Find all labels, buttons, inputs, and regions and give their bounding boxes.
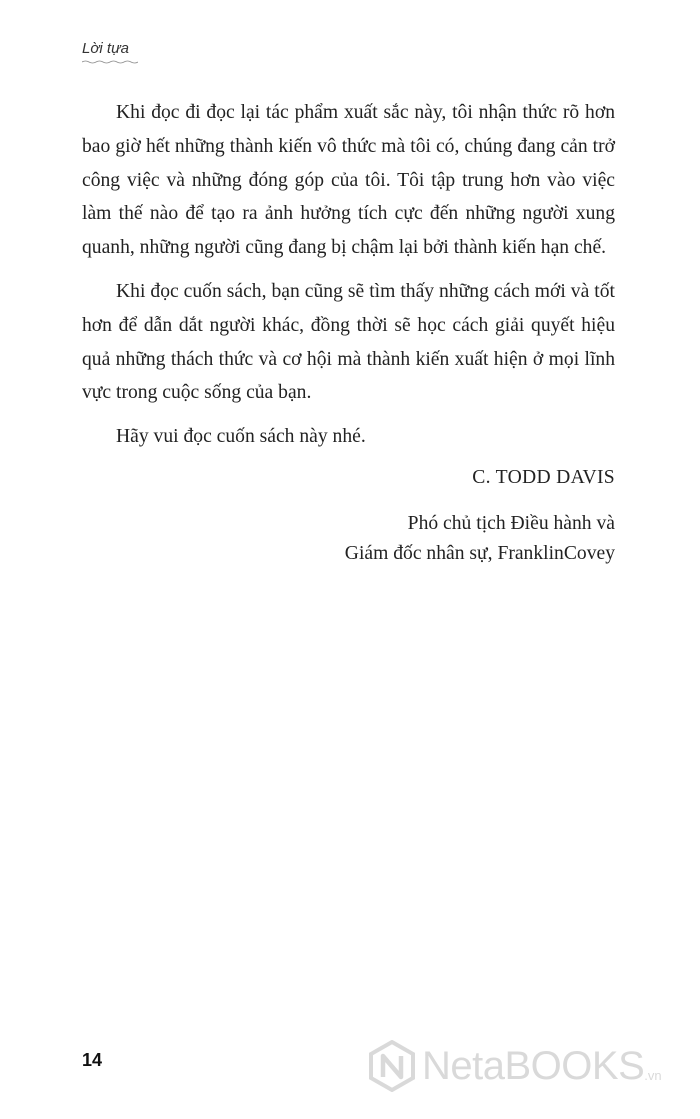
signature-block <box>345 467 615 569</box>
paragraph-1: Khi đọc đi đọc lại tác phẩm xuất sắc này, tôi nhận thức rõ hơn bao giờ hết những thành kiến vô thức mà tôi có, chúng đang cản trở công việc và những đóng góp của tôi. Tôi tập trung hơn vào việc làm thế nào để tạo ra ảnh hưởng tích cực đến những người xung quanh, những người cũng đang bị chậm lại bởi thành kiến hạn chế. <box>82 102 615 259</box>
watermark-suffix: .vn <box>644 1067 662 1083</box>
running-head-underline <box>82 60 138 64</box>
author-name: C. TODD DAVIS <box>472 467 615 488</box>
body-text <box>82 96 615 464</box>
netabooks-logo-icon <box>368 1040 416 1092</box>
author-title-line-2: Giám đốc nhân sự, FranklinCovey <box>344 543 615 564</box>
paragraph-3: Hãy vui đọc cuốn sách này nhé. <box>116 426 366 448</box>
running-head: Lời tựa <box>82 40 129 57</box>
author-title-line-1: Phó chủ tịch Điều hành và <box>407 513 615 534</box>
watermark <box>368 1040 662 1092</box>
watermark-text: NetaBOOKS <box>422 1043 645 1088</box>
page-number: 14 <box>82 1050 103 1070</box>
paragraph-2: Khi đọc cuốn sách, bạn cũng sẽ tìm thấy những cách mới và tốt hơn để dẫn dắt người khác, đồng thời sẽ học cách giải quyết hiệu quả những thách thức và cơ hội mà thành kiến xuất hiện ở mọi lĩnh vực trong cuộc sống của bạn. <box>82 280 615 404</box>
